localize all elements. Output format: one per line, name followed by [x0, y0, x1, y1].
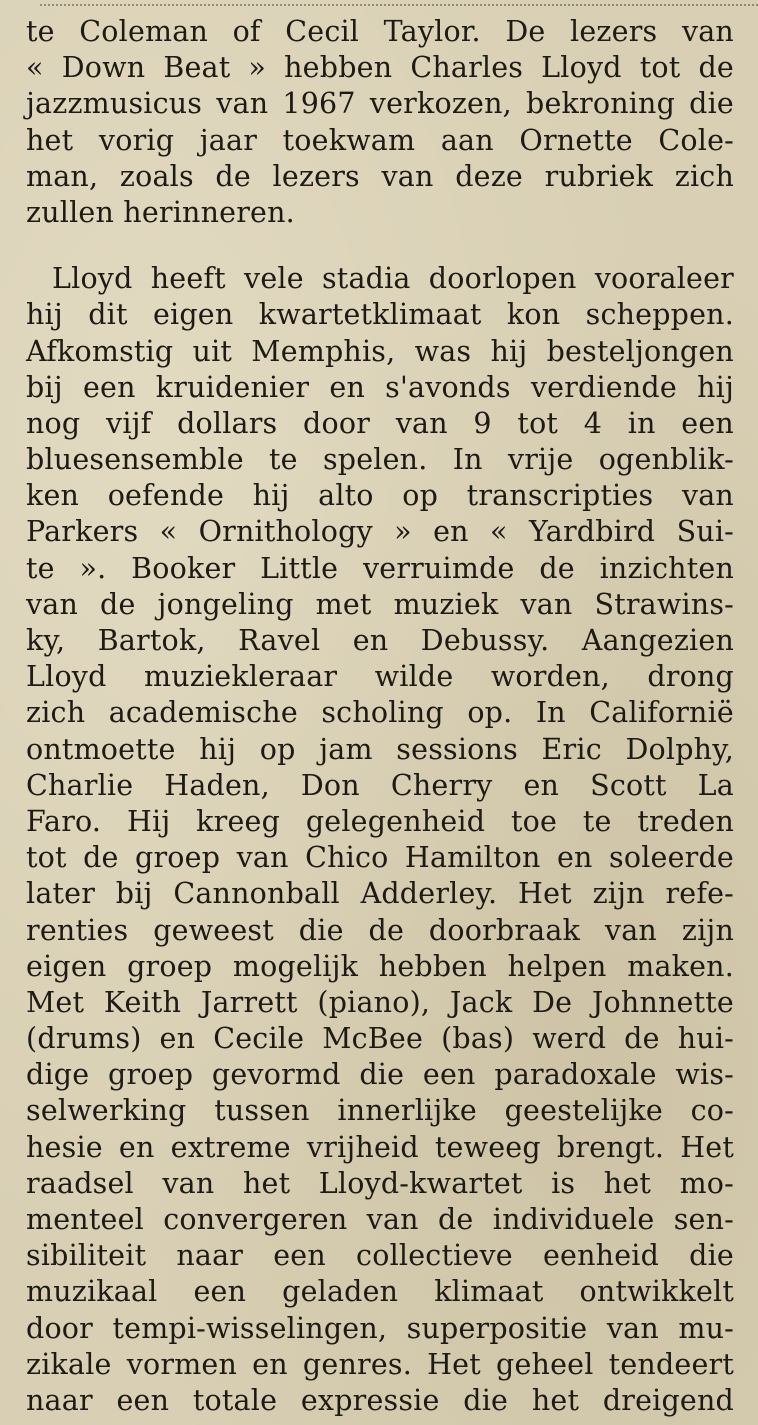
text-line: ontmoette hij op jam sessions Eric Dolphy, [26, 732, 734, 766]
text-line: nog vijf dollars door van 9 tot 4 in een [26, 406, 734, 440]
text-line: man, zoals de lezers van deze rubriek zich [26, 159, 734, 193]
text-line: bluesensemble te spelen. In vrije ogenblik- [26, 443, 734, 477]
text-line: te ». Booker Little verruimde de inzichten [26, 551, 734, 585]
text-line: jazzmusicus van 1967 verkozen, bekroning die [26, 87, 734, 121]
text-line: van de jongeling met muziek van Strawins- [26, 587, 734, 621]
text-line: renties geweest die de doorbraak van zijn [26, 913, 734, 947]
paragraph-gap [26, 231, 734, 261]
text-line: raadsel van het Lloyd-kwartet is het mo- [26, 1166, 734, 1200]
text-line: bij een kruidenier en s'avonds verdiende hij [26, 370, 734, 404]
text-line: hij dit eigen kwartetklimaat kon scheppen. [26, 298, 734, 332]
text-line: het vorig jaar toekwam aan Ornette Cole- [26, 123, 734, 157]
text-line: hesie en extreme vrijheid teweeg brengt. Het [26, 1130, 734, 1164]
text-line: sibiliteit naar een collectieve eenheid die [26, 1239, 734, 1273]
paragraph-2 [26, 261, 734, 1419]
text-line: ky, Bartok, Ravel en Debussy. Aangezien [26, 624, 734, 657]
text-line: muzikaal een geladen klimaat ontwikkelt [26, 1275, 734, 1309]
text-line: later bij Cannonball Adderley. Het zijn refe- [26, 877, 734, 911]
text-line: Lloyd muziekleraar wilde worden, drong [26, 660, 734, 694]
text-line: Faro. Hij kreeg gelegenheid toe te treden [26, 804, 734, 838]
text-line: Met Keith Jarrett (piano), Jack De Johnnette [26, 985, 734, 1019]
text-line: dige groep gevormd die een paradoxale wis- [26, 1058, 734, 1092]
text-line: zikale vormen en genres. Het geheel tendeert [26, 1347, 734, 1381]
text-line: Parkers « Ornithology » en « Yardbird Sui- [26, 515, 734, 549]
text-line: « Down Beat » hebben Charles Lloyd tot de [26, 51, 734, 85]
text-line: eigen groep mogelijk hebben helpen maken. [26, 949, 734, 983]
text-line: door tempi-wisselingen, superpositie van mu- [26, 1311, 734, 1345]
text-line: naar een totale expressie die het dreigend [26, 1383, 734, 1417]
text-line: Afkomstig uit Memphis, was hij besteljongen [26, 334, 734, 368]
text-line: tot de groep van Chico Hamilton en soleerde [26, 841, 734, 875]
text-line: zullen herinneren. [26, 195, 295, 229]
text-line: Lloyd heeft vele stadia doorlopen vooraleer [52, 262, 734, 296]
text-line: te Coleman of Cecil Taylor. De lezers van [26, 15, 734, 48]
text-line: menteel convergeren van de individuele sen- [26, 1203, 734, 1236]
text-line: selwerking tussen innerlijke geestelijke co- [26, 1094, 734, 1128]
torn-top-edge [40, 4, 758, 8]
text-line: zich academische scholing op. In Californië [26, 696, 734, 730]
text-line: (drums) en Cecile McBee (bas) werd de hui- [26, 1022, 734, 1056]
text-line: Charlie Haden, Don Cherry en Scott La [26, 768, 734, 802]
text-line: ken oefende hij alto op transcripties van [26, 479, 734, 513]
paragraph-1 [26, 14, 734, 231]
